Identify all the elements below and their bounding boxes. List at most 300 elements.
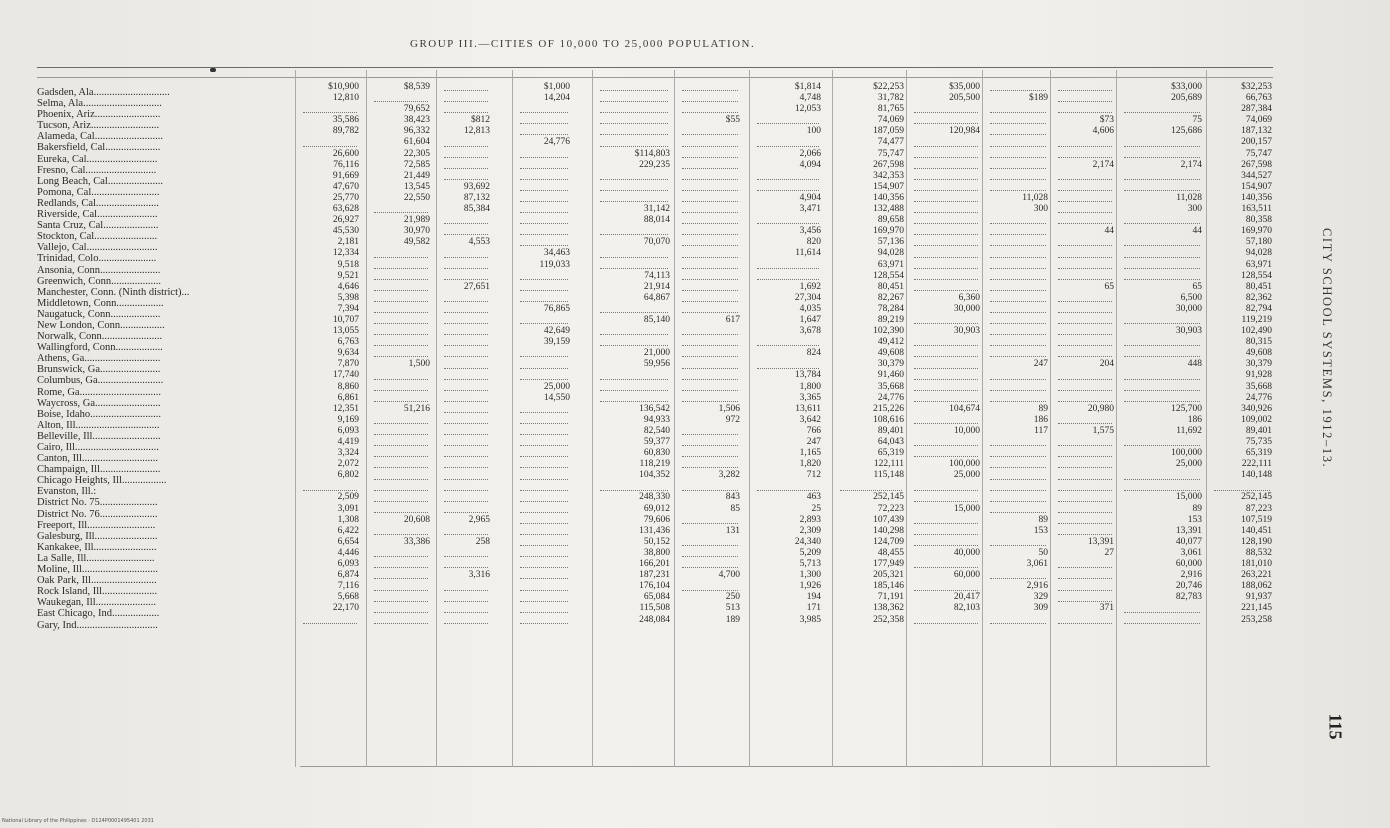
table-cell: 30,000: [1175, 303, 1202, 314]
table-cell: 60,000: [953, 570, 980, 581]
table-cell: [372, 93, 430, 104]
table-cell: [988, 393, 1048, 404]
city-name: Gadsden, Ala.............................: [37, 87, 170, 98]
table-cell: [442, 592, 490, 603]
table-cell: 100,000: [1171, 448, 1202, 459]
city-name: Chicago Heights, Ill.................: [37, 475, 167, 487]
table-cell: [518, 315, 570, 326]
table-cell: [1056, 193, 1114, 204]
table-cell: [1056, 149, 1114, 160]
table-cell: [988, 126, 1048, 137]
table-cell: 11,692: [1176, 425, 1202, 436]
table-cell: 169,970: [1241, 226, 1272, 237]
table-cell: [912, 260, 980, 271]
table-cell: 2,072: [337, 459, 359, 470]
table-cell: [988, 337, 1048, 348]
table-cell: [372, 382, 430, 393]
table-cell: [301, 615, 359, 626]
table-cell: [372, 603, 430, 614]
table-cell: [680, 348, 740, 359]
table-cell: [518, 459, 570, 470]
table-cell: 82,103: [953, 603, 980, 614]
table-cell: 189: [725, 614, 740, 625]
table-cell: 140,356: [1241, 192, 1272, 203]
table-cell: 6,093: [337, 425, 359, 436]
table-cell: [988, 504, 1048, 515]
table-cell: 131: [725, 525, 740, 536]
table-cell: [1056, 237, 1114, 248]
table-cell: 104,352: [639, 470, 670, 481]
table-cell: [680, 393, 740, 404]
column-divider: [749, 70, 750, 767]
table-cell: [680, 237, 740, 248]
table-cell: 9,521: [337, 270, 359, 281]
table-cell: [1122, 315, 1202, 326]
table-cell: 82,540: [643, 425, 670, 436]
table-cell: 33,386: [403, 536, 430, 547]
table-cell: 82,362: [1245, 292, 1272, 303]
table-cell: [680, 359, 740, 370]
table-cell: 65: [1192, 281, 1202, 292]
table-cell: 4,748: [799, 93, 821, 104]
table-cell: [1056, 204, 1114, 215]
table-cell: [518, 348, 570, 359]
table-cell: [988, 104, 1048, 115]
table-cell: 35,668: [877, 381, 904, 392]
table-cell: 2,965: [468, 514, 490, 525]
table-cell: 89,401: [1245, 425, 1272, 436]
table-cell: 89,782: [332, 126, 359, 137]
header-rule: [37, 77, 1273, 78]
table-cell: 24,776: [1245, 392, 1272, 403]
table-cell: 76,865: [543, 303, 570, 314]
table-cell: 2,174: [1092, 159, 1114, 170]
table-cell: [680, 126, 740, 137]
table-cell: 75,735: [1245, 437, 1272, 447]
table-cell: 7,394: [337, 303, 359, 314]
table-cell: 79,606: [643, 514, 670, 525]
data-column: [1056, 82, 1114, 626]
table-cell: 3,061: [1180, 547, 1202, 558]
data-column: [1122, 82, 1202, 626]
table-cell: 91,937: [1245, 592, 1272, 603]
table-cell: [988, 171, 1048, 182]
table-cell: [372, 592, 430, 603]
table-cell: [912, 226, 980, 237]
table-cell: [372, 315, 430, 326]
table-cell: 9,169: [337, 414, 359, 425]
table-cell: 128,554: [1241, 270, 1272, 281]
city-name: District No. 75......................: [37, 497, 158, 509]
table-cell: [680, 282, 740, 293]
table-cell: [1056, 370, 1114, 381]
table-cell: 75,747: [1245, 148, 1272, 159]
table-cell: 72,223: [877, 503, 904, 514]
table-cell: 15,000: [953, 503, 980, 514]
table-cell: 12,053: [794, 104, 821, 115]
table-cell: 267,598: [873, 159, 904, 170]
city-name: Galesburg, Ill........................: [37, 530, 158, 542]
table-cell: [442, 337, 490, 348]
table-cell: 115,148: [873, 470, 904, 481]
table-cell: 2,309: [799, 525, 821, 536]
table-cell: 24,340: [794, 536, 821, 547]
table-cell: [372, 415, 430, 426]
table-cell: [988, 160, 1048, 171]
table-cell: 69,012: [643, 503, 670, 514]
table-cell: [680, 104, 740, 115]
column-divider: [512, 70, 513, 767]
table-cell: [680, 182, 740, 193]
table-cell: [442, 348, 490, 359]
table-cell: [598, 304, 670, 315]
table-cell: [680, 370, 740, 381]
table-cell: [518, 149, 570, 160]
table-cell: [912, 160, 980, 171]
column-divider: [366, 70, 367, 767]
table-cell: 4,646: [337, 281, 359, 292]
table-cell: 140,298: [873, 525, 904, 536]
table-cell: 10,000: [953, 425, 980, 436]
column-divider: [832, 70, 833, 767]
table-cell: [442, 248, 490, 259]
table-cell: 26,600: [332, 148, 359, 159]
table-cell: 513: [725, 603, 740, 614]
table-cell: [912, 481, 980, 492]
table-cell: 65,319: [1245, 448, 1272, 459]
table-cell: 109,002: [1241, 414, 1272, 425]
table-cell: 88,532: [1245, 547, 1272, 558]
table-cell: 72,585: [403, 159, 430, 170]
table-cell: [301, 104, 359, 115]
table-cell: [1056, 82, 1114, 93]
table-cell: 104,674: [949, 403, 980, 414]
table-cell: $33,000: [1171, 82, 1202, 92]
table-cell: [442, 437, 490, 448]
table-cell: 40,000: [953, 547, 980, 558]
table-cell: [1056, 382, 1114, 393]
city-name: Belleville, Ill..........................: [37, 430, 161, 442]
column-divider: [982, 70, 983, 767]
data-column: [912, 82, 980, 626]
table-cell: 186: [1187, 414, 1202, 425]
table-cell: [1056, 260, 1114, 271]
table-cell: [988, 537, 1048, 548]
city-name: Phoenix, Ariz.........................: [37, 109, 161, 121]
table-cell: 4,606: [1092, 126, 1114, 137]
table-cell: [680, 515, 740, 526]
table-cell: [988, 437, 1048, 448]
table-cell: [912, 282, 980, 293]
table-cell: 75,747: [877, 148, 904, 159]
table-cell: 100: [806, 126, 821, 137]
table-cell: 45,530: [332, 226, 359, 237]
table-cell: 49,608: [877, 348, 904, 359]
table-cell: [1122, 615, 1202, 626]
table-cell: [518, 504, 570, 515]
table-cell: 252,358: [873, 614, 904, 625]
table-cell: [755, 137, 821, 148]
table-cell: [518, 548, 570, 559]
table-cell: 89,219: [877, 314, 904, 325]
table-cell: 188,062: [1241, 581, 1272, 592]
table-cell: 85: [730, 503, 740, 514]
table-cell: [372, 581, 430, 592]
column-divider: [906, 70, 907, 767]
table-cell: [518, 171, 570, 182]
table-cell: [372, 437, 430, 448]
table-cell: 30,000: [953, 303, 980, 314]
table-cell: 65: [1104, 281, 1114, 292]
table-cell: 27,304: [794, 292, 821, 303]
table-cell: 13,055: [332, 326, 359, 337]
column-divider: [436, 70, 437, 767]
data-column: [598, 82, 670, 626]
footer-credit: National Library of the Philippines · D124P0001495401 2031: [2, 818, 154, 824]
table-cell: [518, 160, 570, 171]
table-cell: [1122, 470, 1202, 481]
table-cell: 63,628: [332, 204, 359, 215]
table-cell: 59,956: [643, 359, 670, 370]
table-cell: 1,165: [799, 448, 821, 459]
table-cell: 80,451: [877, 281, 904, 292]
table-cell: 128,554: [873, 270, 904, 281]
table-cell: 48,455: [877, 547, 904, 558]
table-cell: [988, 293, 1048, 304]
table-cell: 4,094: [799, 159, 821, 170]
table-cell: [988, 481, 1048, 492]
table-cell: 3,365: [799, 392, 821, 403]
table-cell: [518, 448, 570, 459]
table-cell: 64,043: [877, 437, 904, 447]
table-cell: [518, 537, 570, 548]
city-name: Riverside, Cal.......................: [37, 209, 158, 221]
table-cell: 124,709: [873, 536, 904, 547]
table-cell: [1056, 348, 1114, 359]
table-cell: 80,451: [1245, 281, 1272, 292]
table-cell: 6,500: [1180, 292, 1202, 303]
table-cell: 13,545: [403, 181, 430, 192]
city-name: Brunswick, Ga.......................: [37, 364, 161, 376]
table-cell: [1122, 348, 1202, 359]
table-cell: 181,010: [1241, 559, 1272, 570]
table-cell: 177,949: [873, 559, 904, 570]
table-cell: 3,985: [799, 614, 821, 625]
table-cell: 30,903: [1175, 326, 1202, 337]
table-cell: [1122, 260, 1202, 271]
city-name: Champaign, Ill.......................: [37, 464, 161, 476]
table-cell: 119,033: [539, 259, 570, 270]
table-cell: [518, 104, 570, 115]
table-cell: 6,874: [337, 570, 359, 581]
table-cell: 185,146: [873, 581, 904, 592]
table-cell: [372, 570, 430, 581]
table-cell: 87,223: [1245, 503, 1272, 514]
table-cell: 3,642: [799, 414, 821, 425]
table-cell: [755, 337, 821, 348]
table-cell: [912, 215, 980, 226]
table-cell: 91,669: [332, 170, 359, 181]
table-cell: [1056, 615, 1114, 626]
table-cell: 63,971: [1245, 259, 1272, 270]
table-cell: 205,689: [1171, 93, 1202, 104]
table-cell: [680, 93, 740, 104]
data-column: [838, 82, 904, 626]
table-cell: 6,763: [337, 337, 359, 348]
table-cell: 75: [1192, 115, 1202, 126]
table-cell: [912, 415, 980, 426]
table-cell: 25,000: [953, 470, 980, 481]
city-name: Columbus, Ga.........................: [37, 375, 164, 387]
table-cell: [518, 437, 570, 448]
table-cell: 187,059: [873, 126, 904, 137]
table-cell: [442, 149, 490, 160]
table-cell: [755, 271, 821, 282]
table-cell: $1,000: [543, 82, 570, 92]
table-cell: [518, 615, 570, 626]
table-cell: 1,575: [1092, 425, 1114, 436]
city-name: Redlands, Cal........................: [37, 197, 159, 209]
table-cell: 4,446: [337, 547, 359, 558]
table-cell: 108,616: [873, 414, 904, 425]
table-cell: 4,035: [799, 303, 821, 314]
table-cell: [518, 581, 570, 592]
table-cell: [598, 226, 670, 237]
table-cell: 617: [725, 314, 740, 325]
table-cell: [1056, 182, 1114, 193]
table-cell: [680, 537, 740, 548]
city-name: Vallejo, Cal...........................: [37, 242, 158, 254]
table-cell: 14,550: [543, 392, 570, 403]
table-cell: [442, 426, 490, 437]
table-cell: $32,253: [1241, 82, 1272, 92]
table-cell: [442, 459, 490, 470]
table-cell: 12,810: [332, 93, 359, 104]
table-cell: [912, 204, 980, 215]
data-column: [301, 82, 359, 626]
table-cell: [1056, 581, 1114, 592]
city-name: District No. 76......................: [37, 508, 158, 520]
data-column: [1212, 82, 1272, 626]
city-name: Middletown, Conn..................: [37, 297, 164, 309]
table-cell: 35,586: [332, 115, 359, 126]
column-divider: [674, 70, 675, 767]
table-cell: [912, 115, 980, 126]
table-cell: [442, 393, 490, 404]
table-cell: [988, 149, 1048, 160]
city-name: East Chicago, Ind..................: [37, 608, 160, 620]
table-cell: [442, 160, 490, 171]
table-cell: 248,084: [639, 614, 670, 625]
table-cell: 65,084: [643, 592, 670, 603]
table-cell: 117: [1034, 425, 1048, 436]
table-cell: 30,903: [953, 326, 980, 337]
table-cell: [912, 492, 980, 503]
city-name: Kankakee, Ill........................: [37, 541, 157, 553]
table-cell: 6,802: [337, 470, 359, 481]
table-cell: 74,113: [644, 270, 670, 281]
table-cell: 31,782: [877, 93, 904, 104]
table-cell: 21,914: [643, 281, 670, 292]
table-cell: [442, 260, 490, 271]
table-cell: [598, 393, 670, 404]
table-cell: 200,157: [1241, 137, 1272, 148]
table-cell: 102,490: [1241, 326, 1272, 337]
table-cell: [838, 481, 904, 492]
table-cell: 74,069: [1245, 115, 1272, 126]
table-cell: [372, 559, 430, 570]
table-cell: 4,904: [799, 192, 821, 203]
table-cell: 60,000: [1175, 559, 1202, 570]
table-cell: [680, 337, 740, 348]
table-cell: 31,142: [643, 204, 670, 215]
city-name: Oak Park, Ill.........................: [37, 575, 157, 587]
column-divider: [1116, 70, 1117, 767]
table-cell: 88,014: [643, 215, 670, 226]
table-cell: 85,140: [643, 314, 670, 325]
table-cell: [1056, 492, 1114, 503]
table-cell: 74,477: [877, 137, 904, 148]
table-cell: [598, 137, 670, 148]
city-name: Eureka, Cal...........................: [37, 153, 158, 165]
table-cell: 166,201: [639, 559, 670, 570]
city-name: Trinidad, Colo......................: [37, 253, 157, 265]
city-name: Long Beach, Cal.....................: [37, 175, 163, 187]
table-cell: 20,608: [403, 514, 430, 525]
table-cell: [442, 603, 490, 614]
table-cell: [680, 160, 740, 171]
table-cell: [680, 548, 740, 559]
table-cell: 7,116: [337, 581, 359, 592]
table-cell: 300: [1187, 204, 1202, 215]
table-cell: [680, 171, 740, 182]
table-cell: 79,652: [403, 104, 430, 115]
table-cell: $1,814: [794, 82, 821, 92]
table-cell: 22,170: [332, 603, 359, 614]
table-cell: [372, 615, 430, 626]
table-cell: 300: [1033, 204, 1048, 215]
table-cell: 11,614: [795, 248, 821, 259]
data-column: [988, 82, 1048, 626]
table-cell: 25: [811, 503, 821, 514]
table-cell: 80,315: [1245, 337, 1272, 348]
table-cell: 94,028: [877, 248, 904, 259]
city-name: Alameda, Cal..........................: [37, 131, 163, 143]
table-cell: 87,132: [463, 192, 490, 203]
table-cell: 26,927: [332, 215, 359, 226]
table-cell: 247: [1033, 359, 1048, 370]
table-cell: [372, 282, 430, 293]
table-cell: [598, 126, 670, 137]
table-cell: 44: [1192, 226, 1202, 237]
city-name: Evanston, Ill.:: [37, 486, 97, 498]
table-cell: [598, 481, 670, 492]
table-cell: [680, 426, 740, 437]
table-cell: [1122, 337, 1202, 348]
table-cell: [372, 526, 430, 537]
table-cell: 252,145: [1241, 492, 1272, 503]
table-cell: [372, 293, 430, 304]
table-cell: 78,284: [877, 303, 904, 314]
table-cell: 463: [806, 492, 821, 503]
table-cell: [988, 215, 1048, 226]
table-cell: [442, 304, 490, 315]
table-cell: 107,439: [873, 514, 904, 525]
table-cell: 169,970: [873, 226, 904, 237]
table-cell: [1122, 603, 1202, 614]
table-cell: 93,692: [463, 181, 490, 192]
table-cell: 824: [806, 348, 821, 359]
